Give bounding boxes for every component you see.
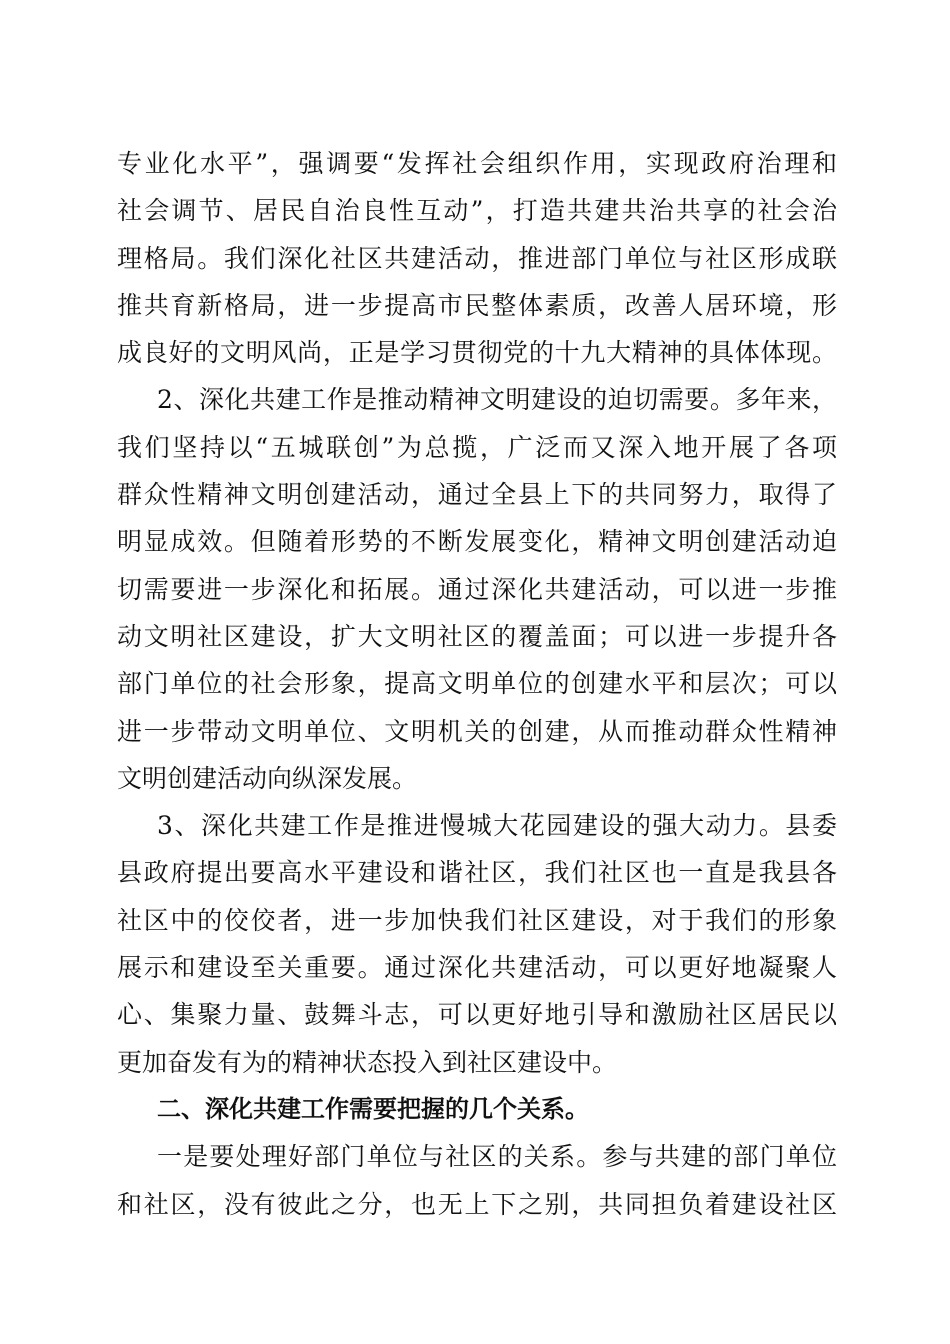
section-heading: 二、深化共建工作需要把握的几个关系。 (157, 1094, 589, 1123)
paragraph-line: 文明创建活动向纵深发展。 (117, 763, 418, 793)
paragraph-line: 专业化水平”，强调要“发挥社会组织作用，实现政府治理和 (117, 149, 837, 178)
paragraph-line: 动文明社区建设，扩大文明社区的覆盖面；可以进一步提升各 (117, 621, 837, 651)
paragraph-line: 更加奋发有为的精神状态投入到社区建设中。 (117, 1047, 618, 1077)
paragraph-line: 我们坚持以“五城联创”为总揽，广泛而又深入地开展了各项 (117, 432, 837, 462)
paragraph-line: 明显成效。但随着形势的不断发展变化，精神文明创建活动迫 (117, 527, 837, 557)
paragraph-line: 推共育新格局，进一步提高市民整体素质，改善人居环境，形 (117, 290, 837, 320)
paragraph-line: 和社区，没有彼此之分，也无上下之别，共同担负着建设社区 (117, 1189, 837, 1219)
section-2-heading-line: 2、深化共建工作是推动精神文明建设的迫切需要。多年来， (157, 385, 837, 415)
section-3-heading-line: 3、深化共建工作是推进慢城大花园建设的强大动力。县委 (157, 811, 837, 841)
paragraph-line: 心、集聚力量、鼓舞斗志，可以更好地引导和激励社区居民以 (117, 1000, 837, 1030)
paragraph-line: 切需要进一步深化和拓展。通过深化共建活动，可以进一步推 (117, 574, 837, 604)
paragraph-line: 部门单位的社会形象，提高文明单位的创建水平和层次；可以 (117, 669, 837, 699)
document-body (117, 140, 837, 1228)
paragraph-line: 社区中的佼佼者，进一步加快我们社区建设，对于我们的形象 (117, 905, 837, 935)
paragraph-line: 成良好的文明风尚，正是学习贯彻党的十九大精神的具体体现。 (117, 338, 837, 368)
paragraph-line: 社会调节、居民自治良性互动”，打造共建共治共享的社会治 (117, 196, 837, 226)
paragraph-line: 一是要处理好部门单位与社区的关系。参与共建的部门单位 (157, 1142, 837, 1172)
paragraph-line: 进一步带动文明单位、文明机关的创建，从而推动群众性精神 (117, 716, 837, 746)
paragraph-line: 群众性精神文明创建活动，通过全县上下的共同努力，取得了 (117, 480, 837, 510)
paragraph-line: 展示和建设至关重要。通过深化共建活动，可以更好地凝聚人 (117, 953, 837, 983)
paragraph-line: 县政府提出要高水平建设和谐社区，我们社区也一直是我县各 (117, 858, 837, 888)
paragraph-line: 理格局。我们深化社区共建活动，推进部门单位与社区形成联 (117, 243, 837, 273)
